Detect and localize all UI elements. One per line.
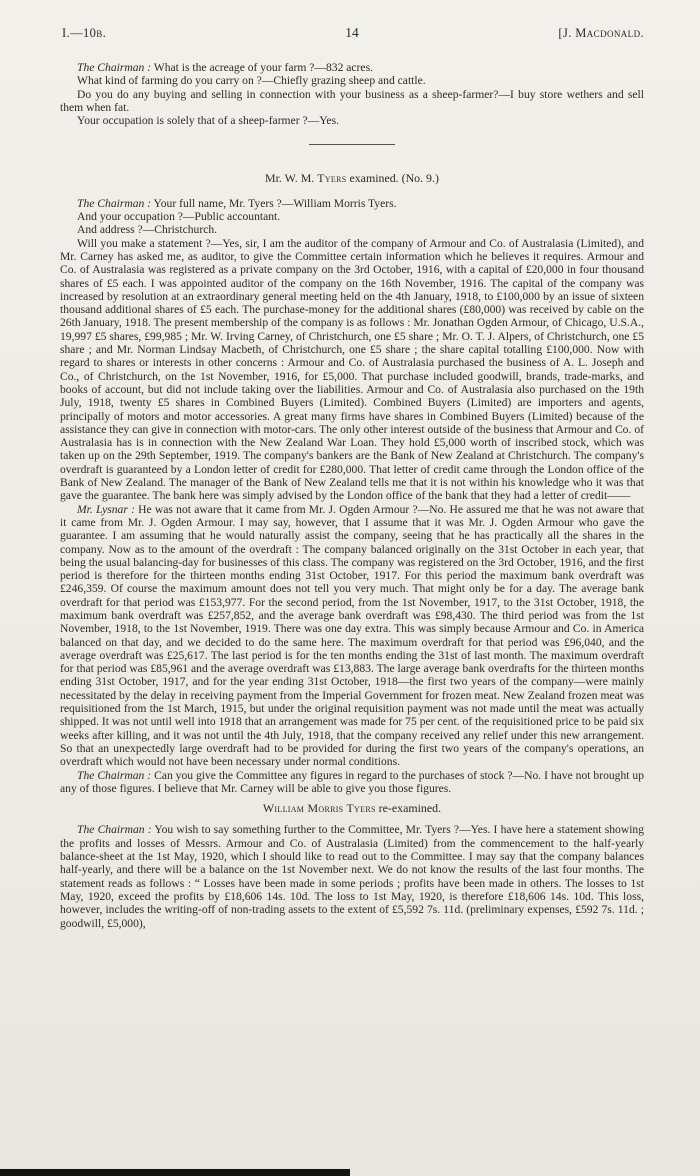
paragraph [60, 210, 644, 223]
speaker-name: The Chairman : [77, 768, 152, 782]
speaker-name: The Chairman : [77, 823, 152, 837]
heading-witness-name: William Morris Tyers [262, 801, 376, 816]
testimony-section-sheep-farmer [60, 61, 644, 127]
paragraph [60, 88, 644, 115]
speaker-name: Mr. Lysnar : [77, 502, 135, 516]
paragraph-text: Your full name, Mr. Tyers ?—William Morris Tyers. [151, 196, 397, 210]
header-witness-name: [J. Macdonald. [558, 26, 644, 40]
heading-prefix: Mr. W. M. [265, 171, 318, 186]
paragraph [60, 74, 644, 87]
paragraph [60, 769, 644, 796]
paragraph-text: Do you do any buying and selling in connection with your business as a sheep-farmer?—I buy store wethers and sell them when fat. [60, 87, 644, 114]
paragraph [60, 61, 644, 74]
speaker-name: The Chairman : [77, 61, 152, 74]
header-page-number: 14 [345, 25, 359, 40]
testimony-section-tyers [60, 197, 644, 795]
section-divider [309, 144, 395, 145]
paragraph-text: And your occupation ?—Public accountant. [77, 210, 281, 224]
heading-witness-name: Tyers [317, 171, 347, 186]
paragraph [60, 237, 644, 503]
section-heading-tyers-examined [60, 172, 644, 185]
section-heading-tyers-reexamined [60, 802, 644, 815]
heading-suffix: examined. (No. 9.) [346, 171, 439, 186]
paragraph [60, 503, 644, 769]
paragraph-text: He was not aware that it came from Mr. J. Ogden Armour ?—No. He assured me that he was not aware that it came from Mr. J. Ogden Armour. I may say, however, that I assume that it was Mr. J. Ogden Armour who gave the guarantee. I am assuming that he would naturally assist the company, seeing that he has practically all the shares in the company. Now as to the amount of the overdraft : The company balanced originally on the 31st October in each year, that being the usual balancing-day for businesses of this class. The company was registered on the 3rd October, 1916, and the first period is therefore for the thirteen months ending 31st October, 1917. For this period the maximum bank overdraft was £246,359. Of course the maximum amount does not tell you very much. That might only be for a day. The average bank overdraft for that period was £153,977. For the second period, from the 1st November, 1917, to the 31st October, 1918, the maximum bank overdraft was £257,852, and the average bank overdraft was £98,430. The third period was from the 1st November, 1918, to the 1st November, 1919. There was one day extra. This was simply because Armour and Co. in America balanced on that day, and we decided to do the same here. The maximum overdraft for that period was £96,040, and the average overdraft was £25,617. The last period is for the ten months ending the 31st of last month. The maximum overdraft for that period was £85,961 and the average overdraft was £13,883. The large average bank overdrafts for the thirteen months ending 31st October, 1917, and for the year ending 31st October, 1918—the first two years of the company—were mainly necessitated by the delay in receiving payment from the Imperial Government for frozen meat. New Zealand frozen meat was requisitioned from the 1st March, 1915, but under the original requisition payment was not made until the meat was actually shipped. It was not until well into 1918 that an arrangement was made for 75 per cent. of the requisitioned price to be paid six weeks after killing, and it was not until the 4th July, 1918, that the company received any relief under this new arrangement. So that an unexpectedly large overdraft had to be provided for during the first two years of the company's operations, an overdraft which would not have been necessary under normal conditions. [60, 502, 644, 769]
paragraph [60, 114, 644, 127]
document-body [60, 61, 644, 930]
paragraph-text: What is the acreage of your farm ?—832 acres. [151, 61, 373, 74]
paragraph-text: Can you give the Committee any figures in regard to the purchases of stock ?—No. I have not brought up any of those figures. I believe that Mr. Carney will be able to give you those figures. [60, 768, 645, 795]
paragraph-text: Will you make a statement ?—Yes, sir, I am the auditor of the company of Armour and Co. of Australasia (Limited), and Mr. Carney has asked me, as auditor, to give the Committee certain information which he believes it requires. Armour and Co. of Australasia was registered as a private company on the 3rd October, 1916, with a capital of £20,000 in four thousand shares of £5 each. I was appointed auditor of the company on the 16th November, 1916. The capital of the company was increased by resolution at an extraordinary general meeting held on the 4th January, 1918, to £100,000 by an issue of sixteen thousand additional shares of £5 each. The purchase-money for the additional shares (£80,000) was received by cable on the 26th January, 1918. The present membership of the company is as follows : Mr. Jonathan Ogden Armour, of Chicago, U.S.A., 19,997 £5 shares, £99,985 ; Mr. W. Irving Carney, of Christchurch, one £5 share ; Mr. O. T. J. Alpers, of Christchurch, one £5 share ; and Mr. Norman Lindsay Macbeth, of Christchurch, one £5 share ; the share capital totalling £100,000. Now with regard to shares or interests in other concerns : Armour and Co. of Australasia purchased the business of A. L. Joseph and Co., of Christchurch, on the 1st November, 1916, for £5,000. That purchase included goodwill, brands, trade-marks, and books of account, but did not include taking over the liabilities. Armour and Co. of Australasia also purchased on the 19th July, 1918, twenty £5 shares in Combined Buyers (Limited). Combined Buyers (Limited) are importers and agents, principally of motors and motor accessories. A great many firms have shares in Combined Buyers (Limited) because of the assistance they can give in connection with motor-cars. The only other interest outside of the business that Armour and Co. of Australasia has is in connection with the New Zealand War Loan. They hold £5,000 worth of inscribed stock, which was taken up on the 29th September, 1919. The company's bankers are the Bank of New Zealand at Christchurch. The company's overdraft is guaranteed by a London letter of credit for £280,000. That letter of credit came through the London office of the Bank of New Zealand. The manager of the Bank of New Zealand tells me that it is not within his knowledge who it was that gave the guarantee. The bank here was simply advised by the London office of the bank that they had a letter of credit—— [60, 236, 644, 503]
testimony-section-tyers-reexamined [60, 823, 644, 929]
paragraph [60, 223, 644, 236]
scan-edge-artifact [0, 1169, 350, 1176]
page-header [60, 26, 644, 43]
heading-suffix: re-examined. [375, 801, 442, 816]
header-document-reference: I.—10b. [62, 26, 107, 40]
paragraph-text: You wish to say something further to the Committee, Mr. Tyers ?—Yes. I have here a statement showing the profits and losses of Messrs. Armour and Co. of Australasia (Limited) from the commencement to the half-yearly balance-sheet at the 1st May, 1920, which I should like to read out to the Committee. I may say that the company balances half-yearly, and there will be a balance on the 1st November next. We do not know the results of the last four months. The statement reads as follows : “ Losses have been made in some periods ; profits have been made in others. The losses to 1st May, 1920, exceed the profits by £18,606 14s. 10d. The loss to 1st May, 1920, is therefore £18,606 14s. 10d. This loss, however, includes the writing-off of non-trading assets to the extent of £5,592 7s. 11d. (preliminary expenses, £592 7s. 11d. ; goodwill, £5,000), [60, 823, 645, 930]
paragraph [60, 823, 644, 929]
paragraph [60, 197, 644, 210]
paragraph-text: And address ?—Christchurch. [77, 223, 218, 237]
paragraph-text: What kind of farming do you carry on ?—Chiefly grazing sheep and cattle. [77, 74, 426, 88]
paragraph-text: Your occupation is solely that of a sheep-farmer ?—Yes. [77, 114, 339, 128]
speaker-name: The Chairman : [77, 196, 152, 210]
